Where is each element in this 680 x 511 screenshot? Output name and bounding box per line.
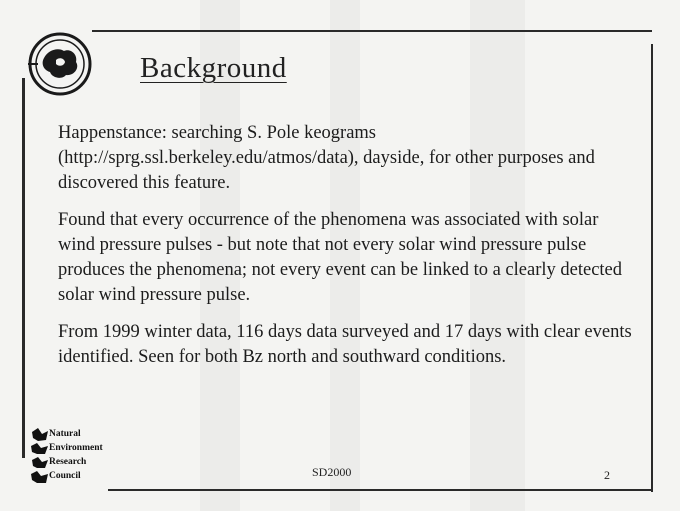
logo-text-line: Council xyxy=(49,471,81,481)
body-paragraph: From 1999 winter data, 116 days data surveyed and 17 days with clear events identified. Seen for both Bz north and southward conditions. xyxy=(58,322,632,367)
slide-body xyxy=(58,121,638,382)
page-number: 2 xyxy=(604,468,610,482)
footer-label: SD2000 xyxy=(312,465,352,479)
logo-text-line: Research xyxy=(49,457,87,467)
antarctic-survey-logo-icon xyxy=(26,30,98,102)
slide-frame-bottom xyxy=(108,489,653,491)
slide-frame-left xyxy=(22,78,25,458)
slide-frame-top xyxy=(92,30,652,32)
slide-title: Background xyxy=(140,52,287,84)
logo-text-line: Environment xyxy=(49,443,103,453)
logo-text-line: Natural xyxy=(49,429,81,439)
body-paragraph: Happenstance: searching S. Pole keograms (http://sprg.ssl.berkeley.edu/atmos/data), dayside, for other purposes and discovered this feature. xyxy=(58,123,595,193)
slide-frame-right xyxy=(651,44,653,492)
body-paragraph: Found that every occurrence of the phenomena was associated with solar wind pressure pulses - but note that not every solar wind pressure pulse produces the phenomena; not every event can be linked to a clearly detected solar wind pressure pulse. xyxy=(58,210,623,305)
nerc-logo-icon xyxy=(30,426,150,486)
